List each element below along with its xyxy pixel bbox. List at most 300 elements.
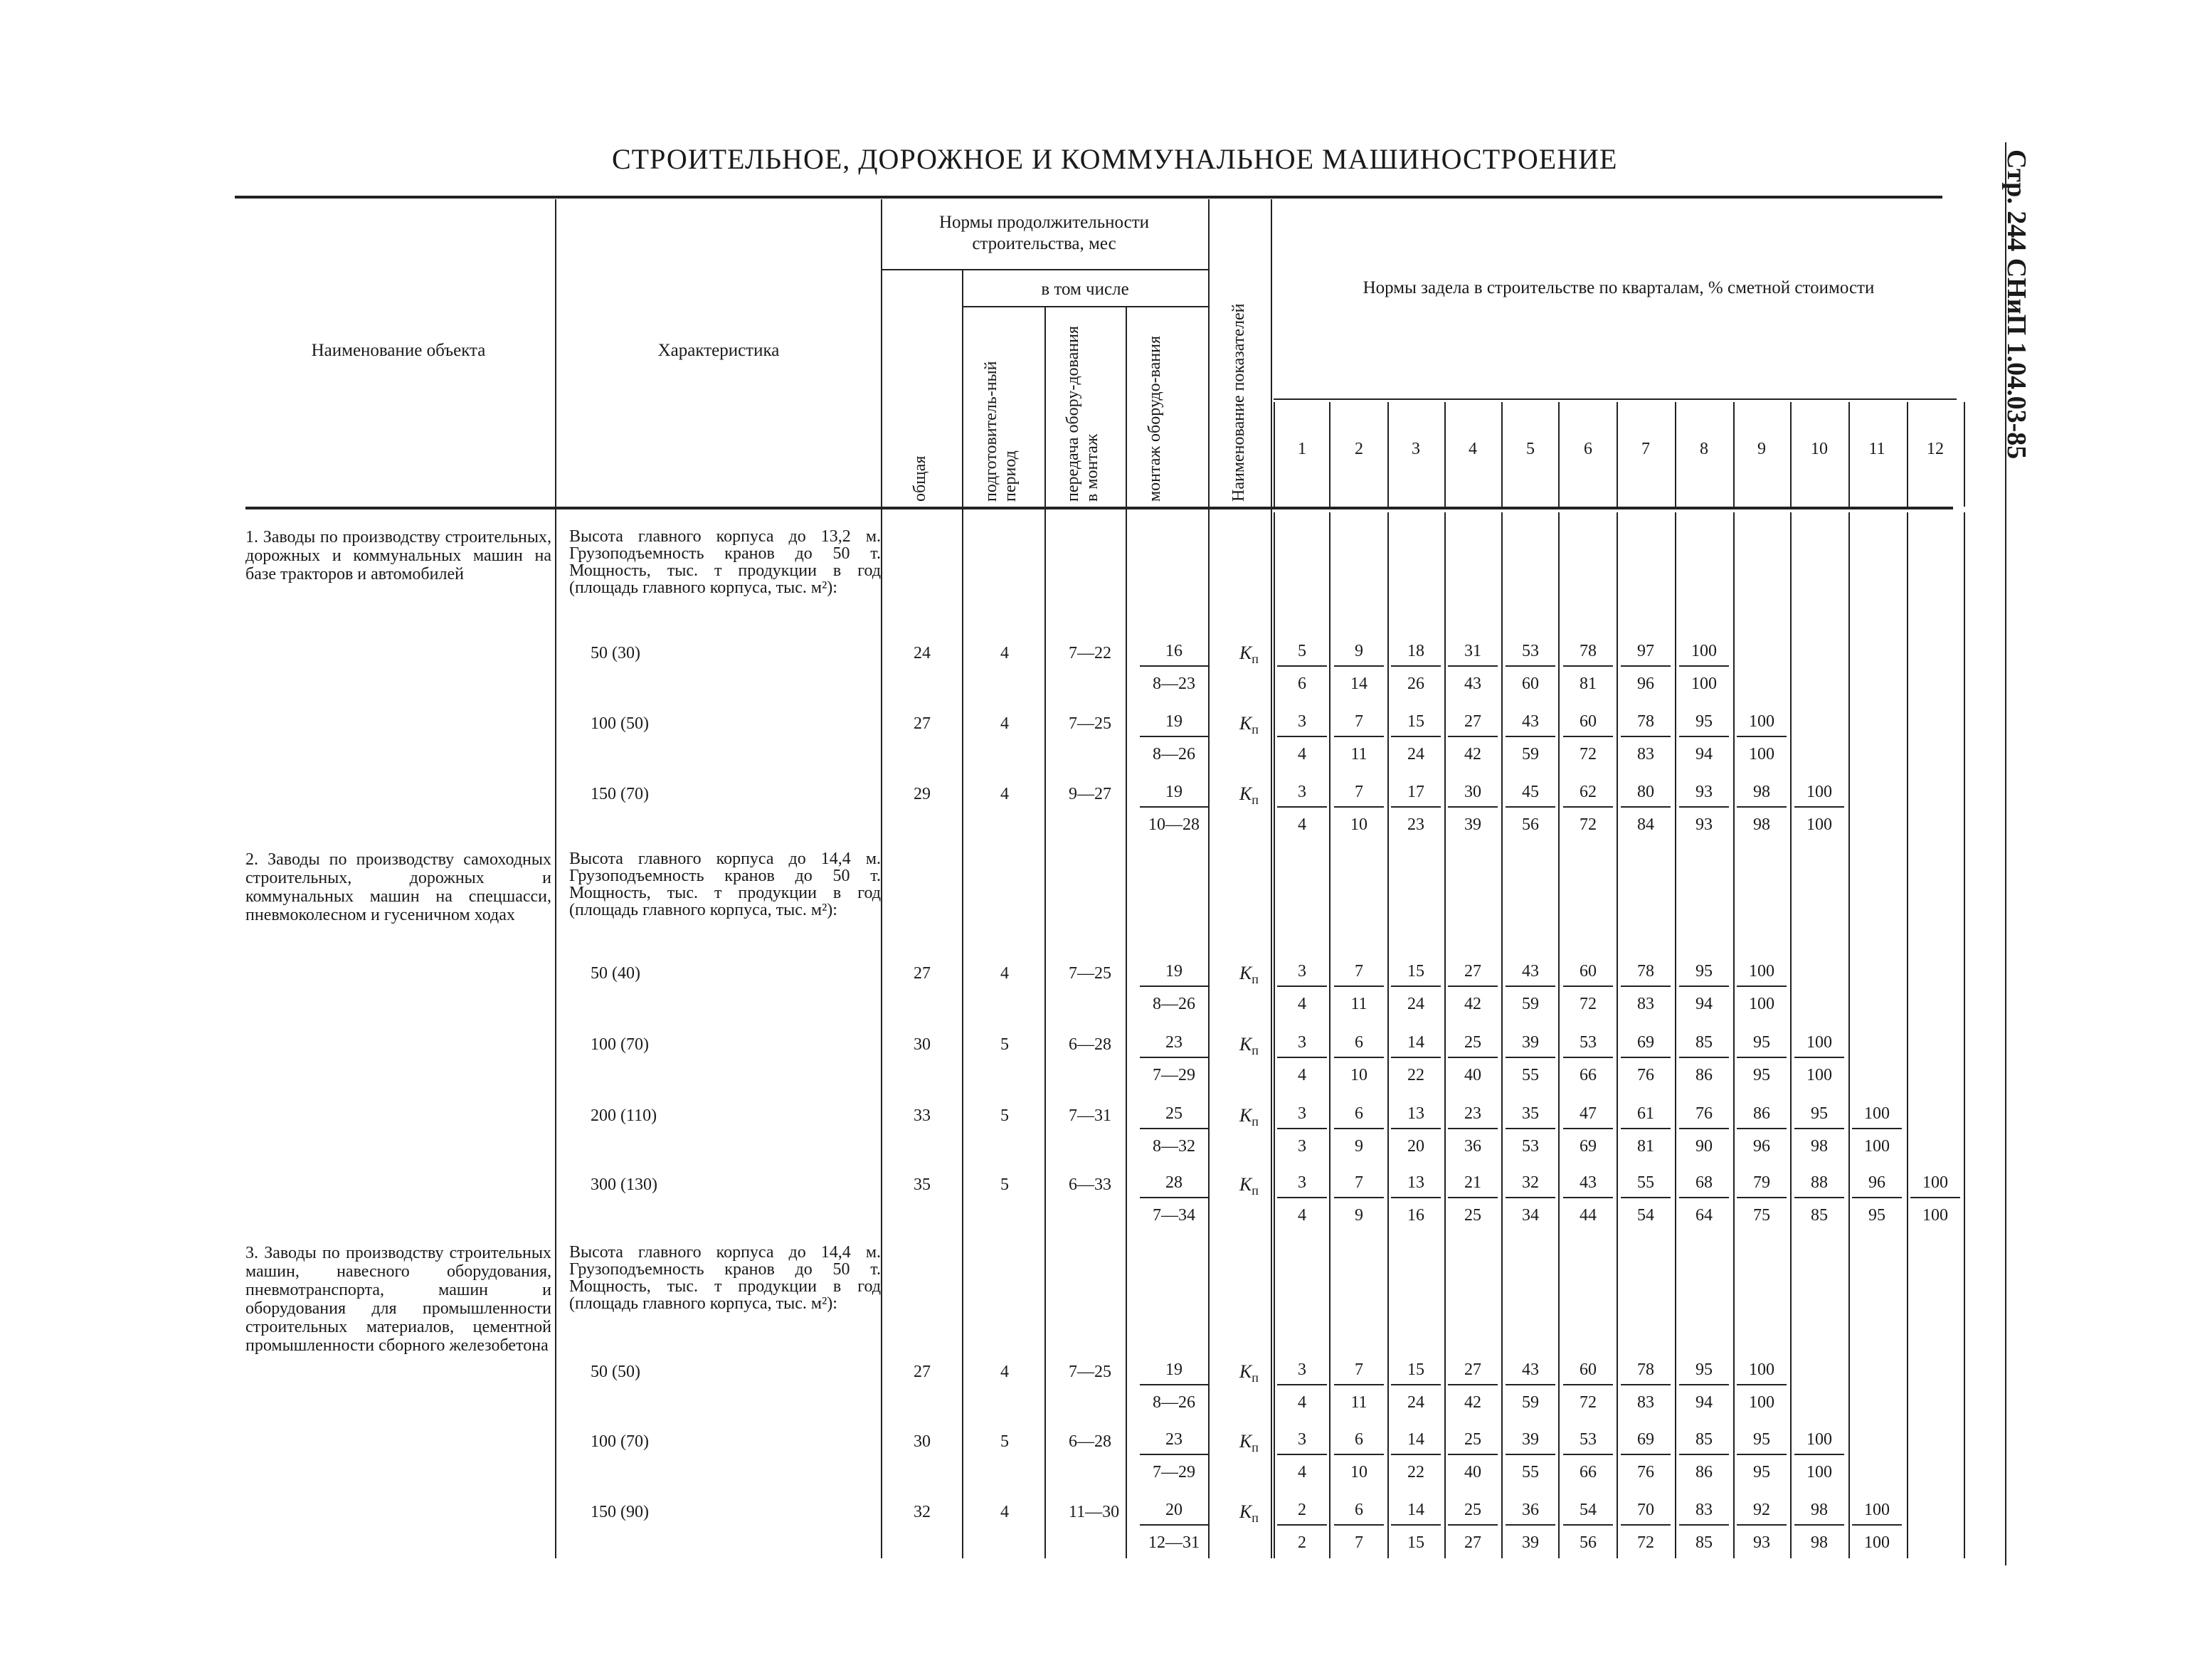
quarter-fraction [1794, 1032, 1844, 1085]
prep-period: 5 [1000, 1106, 1009, 1125]
side-page-label: Стр. 244 СНиП 1.04.03-85 [2001, 149, 2031, 460]
quarter-value-top: 97 [1621, 641, 1671, 667]
quarter-value-bottom: 25 [1464, 1206, 1481, 1225]
quarter-value-top: 53 [1563, 1430, 1613, 1455]
quarter-value-top: 60 [1563, 1360, 1613, 1385]
mounting-fraction [1140, 1173, 1208, 1225]
quarter-fraction [1506, 712, 1555, 764]
quarter-fraction [1448, 641, 1498, 694]
quarter-value-bottom: 24 [1407, 1393, 1424, 1412]
indicator-subscript: п [1252, 722, 1259, 737]
quarter-value-top: 36 [1506, 1500, 1555, 1526]
quarter-fraction [1679, 1173, 1729, 1225]
duration-total: 27 [914, 714, 931, 733]
quarter-fraction [1334, 641, 1384, 694]
indicator-kp [1239, 783, 1259, 808]
quarter-value-top: 53 [1506, 641, 1555, 667]
quarter-col-divider [1907, 402, 1908, 507]
quarter-value-bottom: 42 [1464, 1393, 1481, 1412]
quarter-value-bottom: 39 [1464, 815, 1481, 834]
quarter-col-divider [1733, 512, 1735, 1558]
top-rule [235, 196, 1942, 199]
quarter-col-divider [1558, 402, 1560, 507]
quarter-value-top: 78 [1621, 961, 1671, 987]
right-margin-rule [2005, 142, 2006, 1565]
quarter-fraction [1621, 782, 1671, 835]
quarter-header-label: 6 [1584, 440, 1592, 458]
quarter-value-bottom: 83 [1637, 745, 1654, 764]
quarter-fraction [1621, 1430, 1671, 1482]
quarter-header-label: 5 [1526, 440, 1535, 458]
mounting-fraction [1140, 1500, 1208, 1553]
mounting-bottom: 7—29 [1153, 1066, 1195, 1084]
quarter-value-top: 15 [1391, 1360, 1441, 1385]
header-characteristic: Характеристика [657, 341, 780, 360]
quarter-value-top: 100 [1737, 712, 1787, 737]
equipment-transfer: 6—28 [1069, 1035, 1111, 1054]
quarter-fraction [1391, 641, 1441, 694]
quarter-value-top: 68 [1679, 1173, 1729, 1198]
quarter-value-top: 95 [1679, 712, 1729, 737]
quarter-value-bottom: 98 [1753, 815, 1770, 834]
quarter-fraction [1737, 1173, 1787, 1225]
quarter-fraction [1277, 1360, 1327, 1412]
quarter-value-top: 6 [1334, 1104, 1384, 1129]
quarter-fraction [1563, 1104, 1613, 1156]
quarter-value-top: 39 [1506, 1032, 1555, 1058]
indicator-kp [1239, 1105, 1259, 1129]
quarter-fraction [1737, 1032, 1787, 1085]
quarter-value-top: 95 [1679, 961, 1729, 987]
quarter-value-top: 6 [1334, 1032, 1384, 1058]
quarter-fraction [1448, 1173, 1498, 1225]
indicator-subscript: п [1252, 1183, 1259, 1198]
quarter-fraction [1794, 1430, 1844, 1482]
quarter-fraction [1794, 1173, 1844, 1225]
indicator-subscript: п [1252, 652, 1259, 667]
quarter-value-top: 86 [1737, 1104, 1787, 1129]
quarter-fraction [1277, 1032, 1327, 1085]
indicator-kp [1239, 1174, 1259, 1198]
quarter-fraction [1910, 1173, 1960, 1225]
quarter-value-bottom: 72 [1580, 815, 1597, 834]
quarter-value-top: 13 [1391, 1173, 1441, 1198]
quarter-fraction [1506, 641, 1555, 694]
quarter-value-bottom: 59 [1522, 1393, 1539, 1412]
quarter-value-bottom: 76 [1637, 1066, 1654, 1084]
quarter-value-bottom: 27 [1464, 1533, 1481, 1552]
duration-subrule [881, 269, 1208, 270]
quarter-fraction [1391, 1104, 1441, 1156]
indicator-subscript: п [1252, 793, 1259, 808]
quarter-value-top: 30 [1448, 782, 1498, 808]
quarter-value-bottom: 95 [1753, 1463, 1770, 1481]
quarter-value-bottom: 100 [1864, 1533, 1890, 1552]
quarter-value-top: 7 [1334, 961, 1384, 987]
indicator-letter: К [1239, 713, 1252, 734]
quarter-value-bottom: 96 [1753, 1137, 1770, 1156]
indicator-kp [1239, 1501, 1259, 1526]
quarter-fraction [1737, 1104, 1787, 1156]
prep-period: 4 [1000, 964, 1009, 983]
quarter-fraction [1852, 1500, 1902, 1553]
quarter-value-bottom: 3 [1298, 1137, 1306, 1156]
quarter-value-top: 60 [1563, 712, 1613, 737]
prep-period: 5 [1000, 1035, 1009, 1054]
quarter-value-top: 100 [1910, 1173, 1960, 1198]
mounting-bottom: 8—26 [1153, 745, 1195, 764]
quarter-fraction [1563, 712, 1613, 764]
quarter-fraction [1852, 1173, 1902, 1225]
quarter-value-bottom: 95 [1753, 1066, 1770, 1084]
indicator-kp [1239, 643, 1259, 667]
quarter-fraction [1277, 1104, 1327, 1156]
quarter-value-top: 3 [1277, 1104, 1327, 1129]
mounting-bottom: 8—26 [1153, 1393, 1195, 1412]
quarter-value-top: 100 [1794, 1430, 1844, 1455]
equipment-transfer: 9—27 [1069, 785, 1111, 803]
quarter-fraction [1506, 1173, 1555, 1225]
quarter-fraction [1506, 1104, 1555, 1156]
quarter-fraction [1391, 1360, 1441, 1412]
quarter-col-divider [1329, 402, 1330, 507]
quarter-value-top: 3 [1277, 1360, 1327, 1385]
quarter-value-bottom: 6 [1298, 675, 1306, 693]
quarter-fraction [1679, 782, 1729, 835]
prep-period: 4 [1000, 644, 1009, 662]
quarter-fraction [1679, 961, 1729, 1014]
quarter-value-bottom: 66 [1580, 1463, 1597, 1481]
quarter-value-bottom: 56 [1580, 1533, 1597, 1552]
quarter-value-top: 100 [1737, 961, 1787, 987]
quarter-value-top: 31 [1448, 641, 1498, 667]
quarter-value-top: 53 [1563, 1032, 1613, 1058]
quarter-value-top: 21 [1448, 1173, 1498, 1198]
quarter-col-divider [1790, 402, 1792, 507]
quarter-value-bottom: 14 [1350, 675, 1367, 693]
col-divider [1126, 306, 1127, 1558]
quarter-value-bottom: 86 [1695, 1066, 1713, 1084]
duration-total: 24 [914, 644, 931, 662]
quarter-fraction [1563, 1360, 1613, 1412]
indicator-kp [1239, 1431, 1259, 1455]
col-divider [881, 199, 882, 1558]
quarter-fraction [1563, 1430, 1613, 1482]
indicator-letter: К [1239, 1501, 1252, 1522]
quarter-value-bottom: 55 [1522, 1463, 1539, 1481]
quarter-value-bottom: 81 [1637, 1137, 1654, 1156]
quarter-fraction [1737, 712, 1787, 764]
quarter-value-top: 78 [1621, 712, 1671, 737]
quarter-value-bottom: 90 [1695, 1137, 1713, 1156]
quarter-fraction [1448, 1360, 1498, 1412]
quarter-fraction [1794, 1500, 1844, 1553]
mounting-fraction [1140, 961, 1208, 1014]
quarter-col-divider [1617, 402, 1618, 507]
quarter-fraction [1334, 1032, 1384, 1085]
mounting-fraction [1140, 1032, 1208, 1085]
quarter-value-top: 43 [1506, 961, 1555, 987]
quarter-value-bottom: 4 [1298, 745, 1306, 764]
quarter-value-bottom: 2 [1298, 1533, 1306, 1552]
quarter-value-bottom: 4 [1298, 1393, 1306, 1412]
equipment-transfer: 6—33 [1069, 1176, 1111, 1194]
header-bottom-rule [245, 507, 1953, 509]
prep-period: 5 [1000, 1432, 1009, 1451]
quarter-col-divider [1274, 402, 1275, 507]
quarter-value-top: 3 [1277, 712, 1327, 737]
quarter-fraction [1621, 1500, 1671, 1553]
quarter-value-bottom: 40 [1464, 1066, 1481, 1084]
quarter-fraction [1563, 1173, 1613, 1225]
quarter-value-bottom: 36 [1464, 1137, 1481, 1156]
quarter-value-top: 7 [1334, 782, 1384, 808]
quarter-value-bottom: 7 [1355, 1533, 1363, 1552]
quarter-value-top: 25 [1448, 1430, 1498, 1455]
indicator-subscript: п [1252, 972, 1259, 987]
equipment-transfer: 11—30 [1069, 1503, 1120, 1521]
quarter-value-top: 98 [1737, 782, 1787, 808]
indicator-letter: К [1239, 963, 1252, 983]
header-transfer: передача обору-дования в монтаж [1064, 326, 1101, 502]
quarter-value-bottom: 85 [1811, 1206, 1828, 1225]
quarter-header-label: 7 [1641, 440, 1650, 458]
mounting-fraction [1140, 641, 1208, 694]
quarter-fraction [1277, 712, 1327, 764]
quarter-value-bottom: 42 [1464, 745, 1481, 764]
duration-total: 30 [914, 1035, 931, 1054]
quarter-value-bottom: 100 [1806, 1463, 1832, 1481]
quarter-value-bottom: 84 [1637, 815, 1654, 834]
prep-period: 4 [1000, 785, 1009, 803]
quarter-value-bottom: 72 [1580, 1393, 1597, 1412]
mounting-fraction [1140, 712, 1208, 764]
quarter-value-top: 100 [1794, 1032, 1844, 1058]
quarter-col-divider [1329, 512, 1330, 1558]
quarter-value-top: 69 [1621, 1032, 1671, 1058]
quarter-value-top: 27 [1448, 712, 1498, 737]
quarter-header-label: 4 [1469, 440, 1477, 458]
quarter-value-bottom: 4 [1298, 1206, 1306, 1225]
quarter-fraction [1679, 1500, 1729, 1553]
quarter-value-bottom: 15 [1407, 1533, 1424, 1552]
mounting-bottom: 8—23 [1153, 675, 1195, 693]
quarter-value-bottom: 54 [1637, 1206, 1654, 1225]
quarter-value-top: 5 [1277, 641, 1327, 667]
quarter-value-top: 14 [1391, 1430, 1441, 1455]
quarter-value-bottom: 96 [1637, 675, 1654, 693]
quarter-value-bottom: 4 [1298, 1066, 1306, 1084]
quarter-header-label: 11 [1868, 440, 1885, 458]
page-title: СТРОИТЕЛЬНОЕ, ДОРОЖНОЕ И КОММУНАЛЬНОЕ МАШИНОСТРОЕНИЕ [612, 143, 1618, 175]
quarter-fraction [1448, 1104, 1498, 1156]
quarter-fraction [1448, 961, 1498, 1014]
quarter-value-bottom: 10 [1350, 1066, 1367, 1084]
quarter-fraction [1277, 1430, 1327, 1482]
header-including: в том числе [1041, 280, 1129, 299]
quarter-value-top: 6 [1334, 1430, 1384, 1455]
quarter-value-bottom: 22 [1407, 1463, 1424, 1481]
quarter-col-divider [1501, 512, 1503, 1558]
quarter-fraction [1391, 1500, 1441, 1553]
quarter-col-divider [1675, 512, 1676, 1558]
quarter-fraction [1679, 1360, 1729, 1412]
quarter-value-bottom: 64 [1695, 1206, 1713, 1225]
quarter-value-bottom: 11 [1350, 745, 1367, 764]
quarter-value-bottom: 56 [1522, 815, 1539, 834]
quarter-col-divider [1444, 402, 1446, 507]
quarter-value-top: 15 [1391, 961, 1441, 987]
quarter-value-top: 100 [1852, 1500, 1902, 1526]
quarter-value-bottom: 98 [1811, 1533, 1828, 1552]
quarter-value-bottom: 16 [1407, 1206, 1424, 1225]
quarter-col-divider [1387, 402, 1389, 507]
duration-total: 27 [914, 964, 931, 983]
capacity-label: 200 (110) [591, 1106, 657, 1125]
quarter-value-bottom: 100 [1922, 1206, 1948, 1225]
quarter-value-bottom: 83 [1637, 1393, 1654, 1412]
object-characteristic: Высота главного корпуса до 14,4 м. Грузоподъемность кранов до 50 т. Мощность, тыс. т продукции в год (площадь главного корпуса, тыс. м²): [569, 1243, 881, 1313]
quarter-value-bottom: 93 [1695, 815, 1713, 834]
prep-period: 4 [1000, 1503, 1009, 1521]
quarter-value-top: 7 [1334, 712, 1384, 737]
quarter-value-top: 3 [1277, 1032, 1327, 1058]
quarter-value-bottom: 11 [1350, 995, 1367, 1013]
quarter-value-top: 98 [1794, 1500, 1844, 1526]
indicator-letter: К [1239, 1431, 1252, 1452]
quarter-value-top: 3 [1277, 1430, 1327, 1455]
quarter-value-bottom: 100 [1806, 1066, 1832, 1084]
quarter-value-bottom: 72 [1580, 995, 1597, 1013]
quarter-value-top: 13 [1391, 1104, 1441, 1129]
quarter-fraction [1277, 961, 1327, 1014]
quarter-value-bottom: 4 [1298, 815, 1306, 834]
mounting-fraction [1140, 782, 1208, 835]
quarter-value-bottom: 86 [1695, 1463, 1713, 1481]
quarter-value-bottom: 83 [1637, 995, 1654, 1013]
capacity-label: 50 (50) [591, 1363, 640, 1381]
quarter-fraction [1794, 1104, 1844, 1156]
quarter-value-bottom: 100 [1864, 1137, 1890, 1156]
quarter-value-bottom: 98 [1811, 1137, 1828, 1156]
mounting-bottom: 10—28 [1148, 815, 1200, 834]
quarter-fraction [1737, 1430, 1787, 1482]
quarter-value-bottom: 23 [1407, 815, 1424, 834]
quarter-header-label: 10 [1811, 440, 1828, 458]
quarter-fraction [1334, 961, 1384, 1014]
mounting-top: 25 [1140, 1104, 1208, 1129]
quarter-value-top: 3 [1277, 961, 1327, 987]
object-name: 1. Заводы по производству строительных, дорожных и коммунальных машин на базе тракторов и автомобилей [245, 528, 551, 583]
quarter-fraction [1506, 1500, 1555, 1553]
quarter-value-bottom: 72 [1637, 1533, 1654, 1552]
quarter-value-bottom: 9 [1355, 1137, 1363, 1156]
quarter-fraction [1679, 1430, 1729, 1482]
mounting-top: 16 [1140, 641, 1208, 667]
mounting-top: 19 [1140, 782, 1208, 808]
quarter-value-top: 25 [1448, 1500, 1498, 1526]
quarter-fraction [1277, 1500, 1327, 1553]
quarter-fraction [1621, 1173, 1671, 1225]
quarter-value-top: 88 [1794, 1173, 1844, 1198]
quarter-value-top: 78 [1621, 1360, 1671, 1385]
quarter-value-bottom: 100 [1749, 745, 1774, 764]
quarter-value-top: 45 [1506, 782, 1555, 808]
quarter-value-top: 14 [1391, 1032, 1441, 1058]
quarter-value-top: 95 [1737, 1430, 1787, 1455]
quarter-col-divider [1558, 512, 1560, 1558]
quarter-fraction [1737, 1500, 1787, 1553]
quarter-value-bottom: 26 [1407, 675, 1424, 693]
quarter-col-divider [1675, 402, 1676, 507]
quarter-value-bottom: 69 [1580, 1137, 1597, 1156]
quarter-value-bottom: 20 [1407, 1137, 1424, 1156]
quarter-value-top: 25 [1448, 1032, 1498, 1058]
quarters-subrule [1274, 398, 1957, 400]
quarter-value-top: 3 [1277, 1173, 1327, 1198]
indicator-kp [1239, 713, 1259, 737]
quarter-value-bottom: 24 [1407, 995, 1424, 1013]
mounting-top: 19 [1140, 961, 1208, 987]
quarter-fraction [1563, 1032, 1613, 1085]
mounting-bottom: 8—26 [1153, 995, 1195, 1013]
quarter-value-top: 7 [1334, 1173, 1384, 1198]
quarter-header-label: 9 [1757, 440, 1766, 458]
quarter-fraction [1737, 1360, 1787, 1412]
col-divider [1044, 306, 1046, 1558]
capacity-label: 100 (70) [591, 1035, 649, 1054]
quarter-value-bottom: 42 [1464, 995, 1481, 1013]
indicator-letter: К [1239, 1174, 1252, 1195]
header-mounting: монтаж оборудо-вания [1146, 335, 1164, 502]
quarter-fraction [1506, 1360, 1555, 1412]
indicator-subscript: п [1252, 1114, 1259, 1129]
equipment-transfer: 6—28 [1069, 1432, 1111, 1451]
prep-period: 5 [1000, 1176, 1009, 1194]
quarter-fraction [1334, 1173, 1384, 1225]
prep-period: 4 [1000, 1363, 1009, 1381]
quarter-value-top: 55 [1621, 1173, 1671, 1198]
quarter-value-bottom: 44 [1580, 1206, 1597, 1225]
quarter-value-bottom: 100 [1749, 995, 1774, 1013]
header-total: общая [911, 455, 929, 502]
quarter-value-top: 78 [1563, 641, 1613, 667]
quarter-fraction [1391, 1032, 1441, 1085]
mounting-fraction [1140, 1360, 1208, 1412]
quarter-fraction [1334, 1430, 1384, 1482]
quarter-col-divider [1790, 512, 1792, 1558]
quarter-fraction [1506, 961, 1555, 1014]
header-prep: подготовитель-ный период [982, 361, 1020, 502]
quarter-value-bottom: 81 [1580, 675, 1597, 693]
object-name: 3. Заводы по производству строительных машин, навесного оборудования, пневмотранспорта, машин и оборудования для промышленности строительных материалов, цементной промышленности сборного железобетона [245, 1244, 551, 1355]
quarter-value-bottom: 66 [1580, 1066, 1597, 1084]
header-object-name: Наименование объекта [311, 341, 486, 360]
quarter-value-bottom: 85 [1695, 1533, 1713, 1552]
quarter-fraction [1277, 782, 1327, 835]
quarter-value-top: 95 [1737, 1032, 1787, 1058]
indicator-kp [1239, 1034, 1259, 1058]
equipment-transfer: 7—31 [1069, 1106, 1111, 1125]
quarter-value-top: 62 [1563, 782, 1613, 808]
quarter-value-bottom: 72 [1580, 745, 1597, 764]
quarter-value-top: 23 [1448, 1104, 1498, 1129]
indicator-letter: К [1239, 1105, 1252, 1126]
quarter-value-bottom: 76 [1637, 1463, 1654, 1481]
quarter-value-bottom: 24 [1407, 745, 1424, 764]
quarter-fraction [1391, 1430, 1441, 1482]
indicator-subscript: п [1252, 1511, 1259, 1526]
